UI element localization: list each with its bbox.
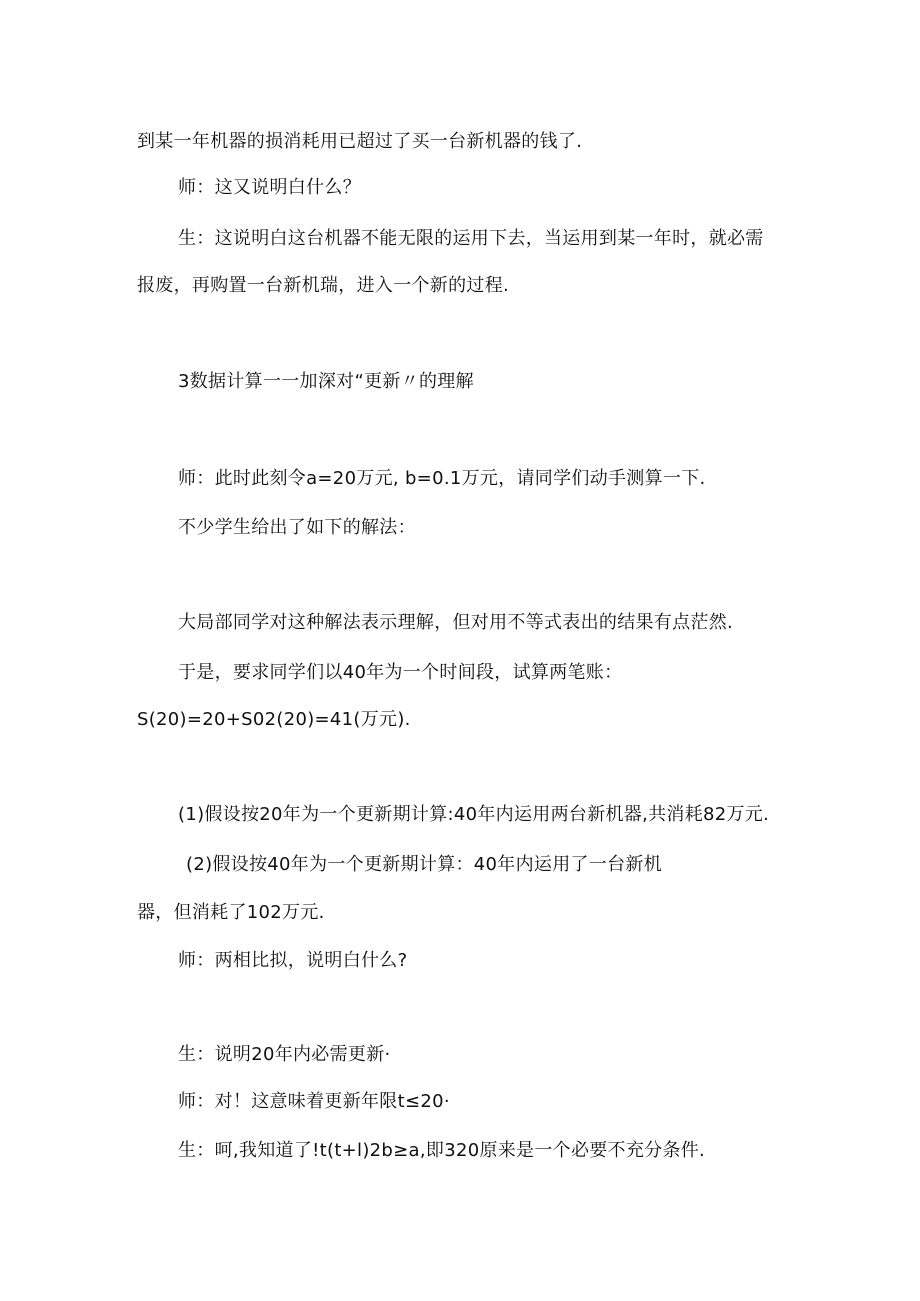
paragraph-line: 于是，要求同学们以40年为一个时间段，试算两笔账： — [178, 662, 623, 683]
paragraph-line: 大局部同学对这种解法表示理解，但对用不等式表出的结果有点茫然. — [178, 612, 734, 633]
paragraph-line: 不少学生给出了如下的解法： — [178, 517, 416, 538]
teacher-line: 师：对！这意味着更新年限t≤20· — [178, 1091, 450, 1112]
teacher-line: 师：此时此刻令a=20万元, b=0.1万元，请同学们动手测算一下. — [178, 468, 706, 489]
section-heading: 3数据计算一一加深对“更新〃的理解 — [178, 371, 474, 392]
teacher-line: 师：这又说明白什么？ — [178, 177, 361, 198]
student-line: 生：说明20年内必需更新· — [178, 1044, 391, 1065]
list-item: (1)假设按20年为一个更新期计算:40年内运用两台新机器,共消耗82万元. — [178, 804, 770, 825]
paragraph-line: 到某一年机器的损消耗用已超过了买一台新机器的钱了. — [137, 131, 583, 152]
paragraph-line: 器，但消耗了102万元. — [137, 902, 325, 923]
student-line: 生：呵,我知道了!t(t+l)2b≥a,即320原来是一个必要不充分条件. — [178, 1140, 706, 1161]
student-line: 生：这说明白这台机器不能无限的运用下去，当运用到某一年时，就必需 — [178, 228, 764, 249]
formula-line: S(20)=20+S02(20)=41(万元). — [137, 709, 411, 730]
teacher-line: 师：两相比拟，说明白什么? — [178, 950, 408, 971]
paragraph-line: 报废，再购置一台新机瑞，进入一个新的过程. — [137, 275, 510, 296]
list-item: (2)假设按40年为一个更新期计算：40年内运用了一台新机 — [186, 854, 663, 875]
